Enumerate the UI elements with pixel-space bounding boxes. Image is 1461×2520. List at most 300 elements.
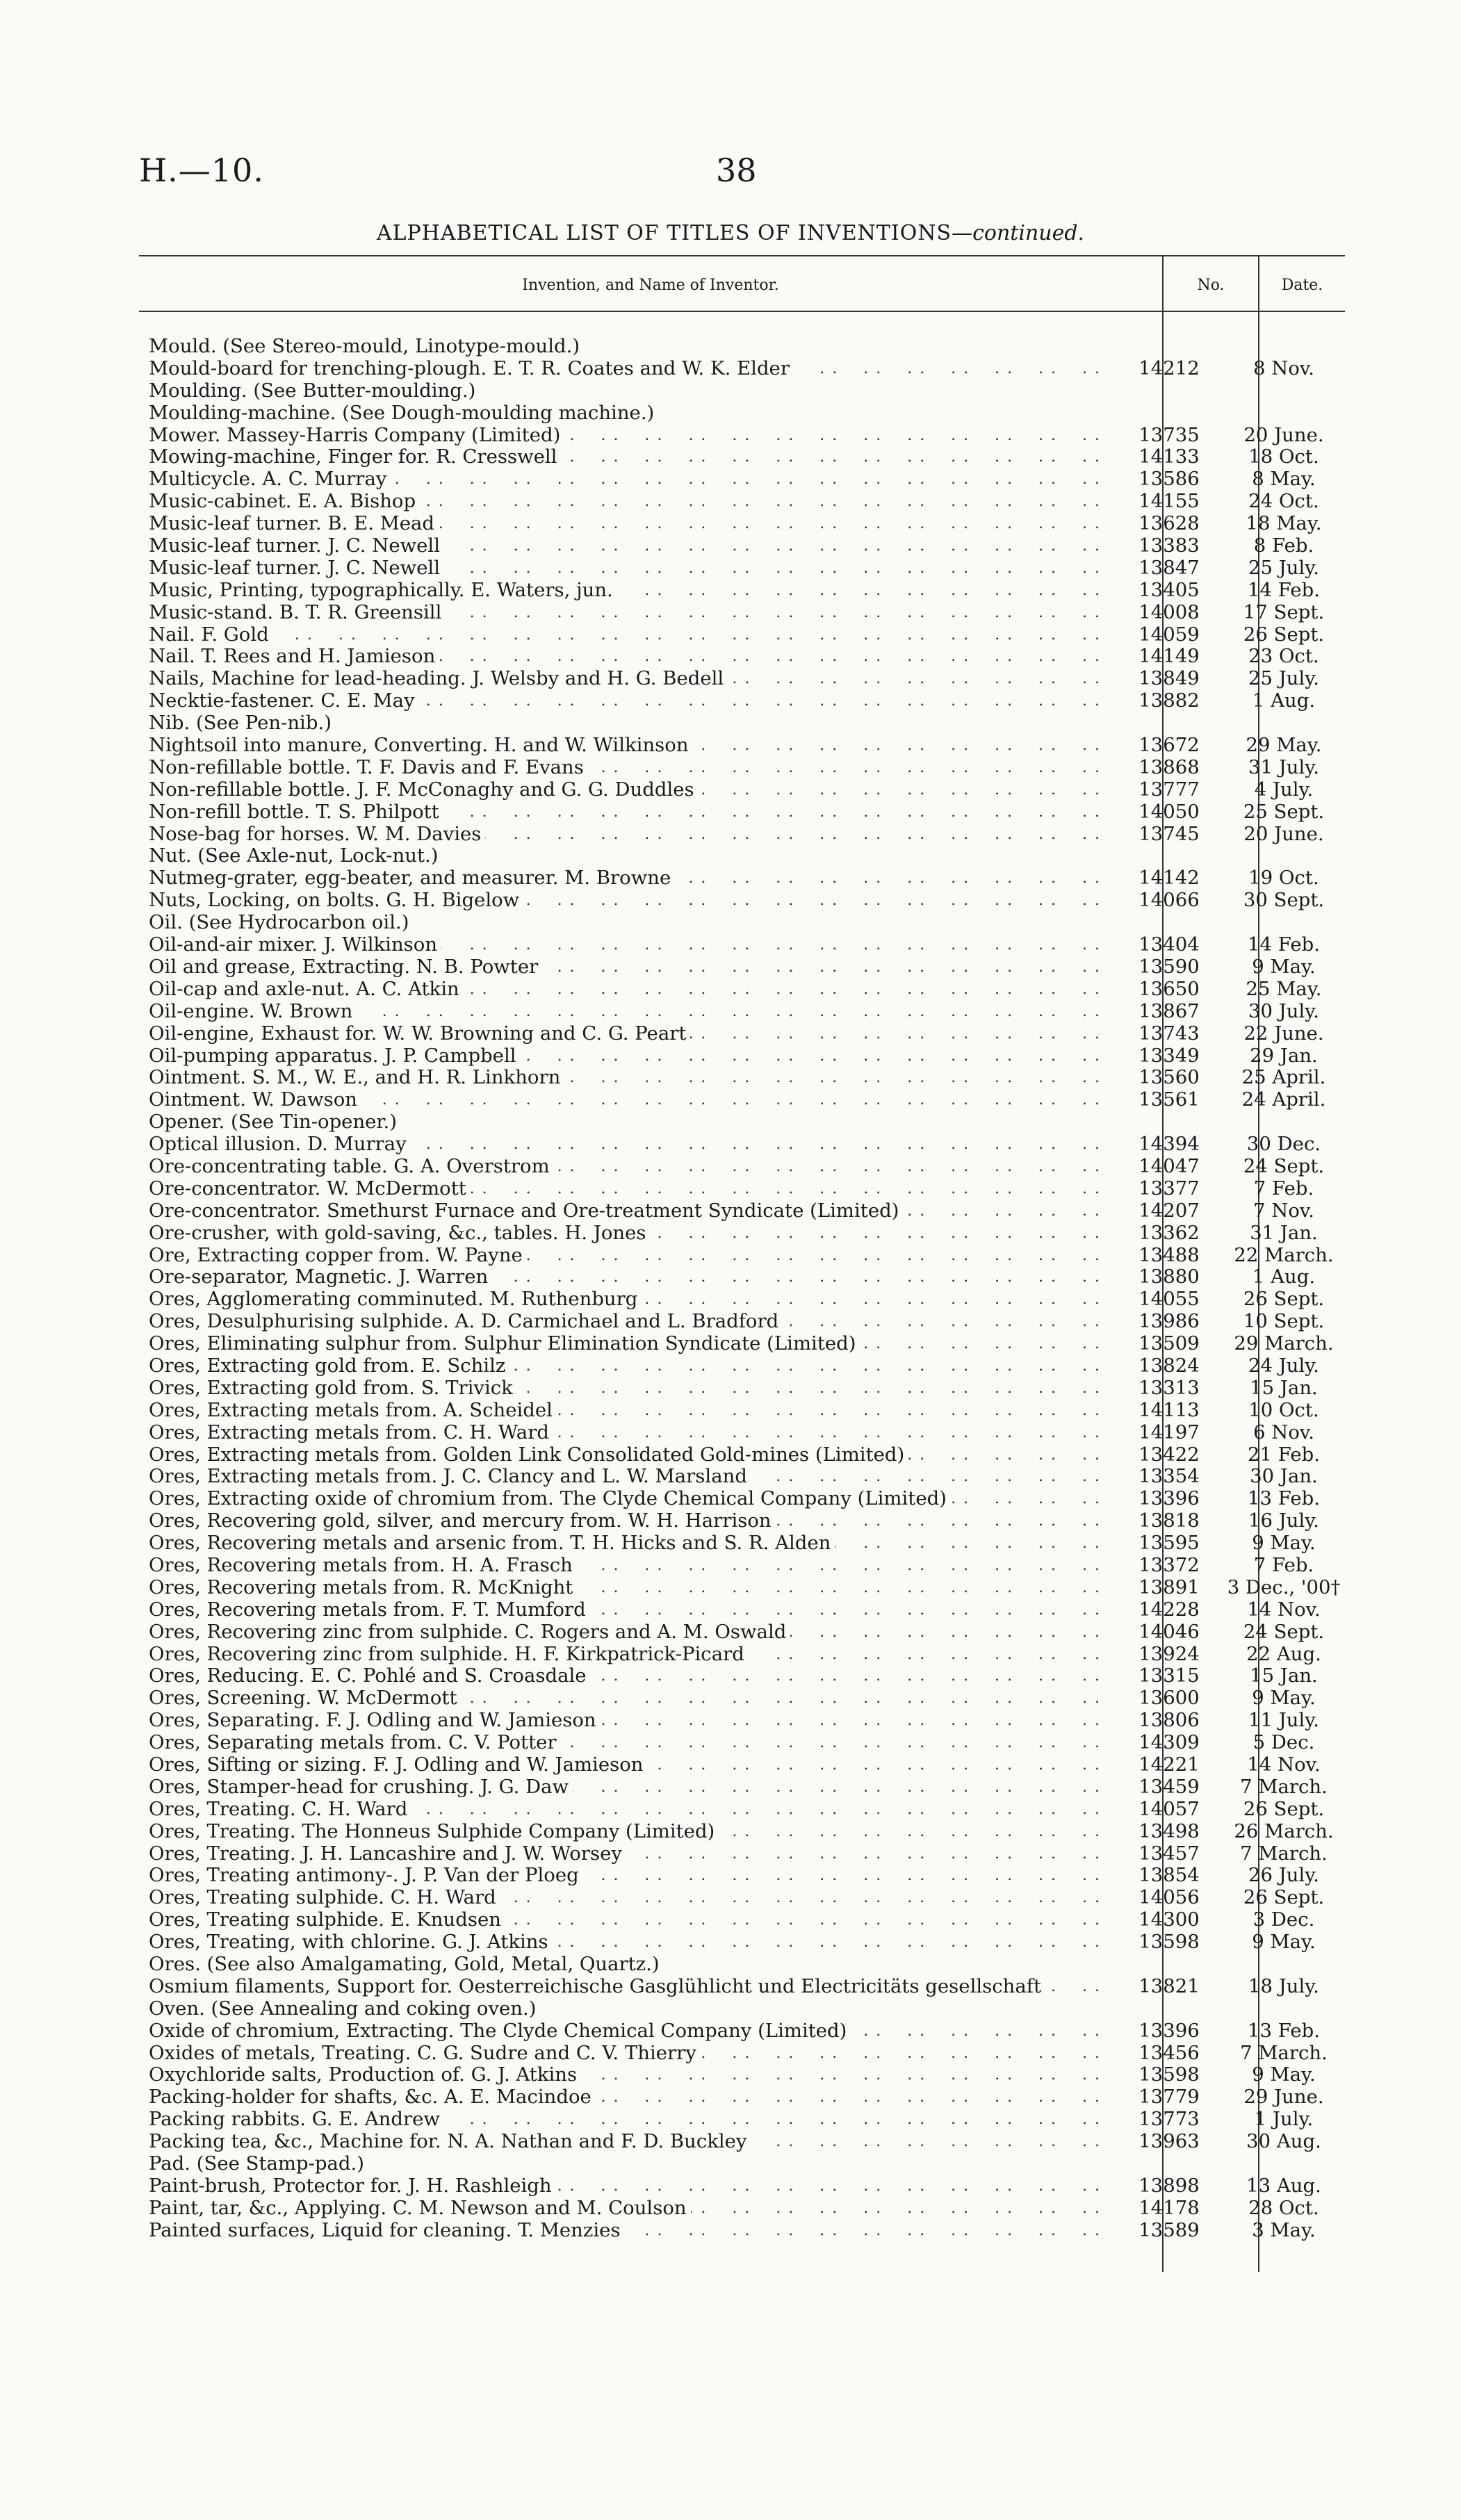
table-row bbox=[149, 1577, 1343, 1599]
invention-text: . . Nails, Machine for lead-heading. J. Welsby and H. G. Bedell bbox=[149, 668, 728, 690]
invention-text: . . Ores, Extracting metals from. Golden Link Consolidated Gold-mines (Limited) bbox=[149, 1444, 908, 1466]
patent-date: 15 Jan. bbox=[1250, 1664, 1318, 1687]
table-row bbox=[149, 1311, 1343, 1333]
table-row bbox=[149, 1843, 1343, 1865]
invention-text: . . Ores, Separating metals from. C. V. Potter bbox=[149, 1732, 561, 1754]
patent-date: 10 Oct. bbox=[1248, 1398, 1319, 1421]
table-row bbox=[149, 646, 1343, 668]
table-row bbox=[149, 1998, 1343, 2020]
patent-number: 13377 bbox=[1138, 1177, 1200, 1200]
table-row bbox=[149, 824, 1343, 846]
table-row bbox=[149, 1134, 1343, 1156]
patent-number: 14394 bbox=[1138, 1133, 1200, 1156]
table-row bbox=[149, 2109, 1343, 2131]
invention-text: . . Ores, Extracting metals from. A. Scheidel bbox=[149, 1400, 557, 1422]
patent-date: 30 July. bbox=[1248, 999, 1319, 1022]
list-title-main: ALPHABETICAL LIST OF TITLES OF INVENTIONS bbox=[376, 221, 952, 245]
invention-text: . . Ore-crusher, with gold-saving, &c., tables. H. Jones bbox=[149, 1222, 651, 1245]
table-row bbox=[149, 602, 1343, 624]
invention-text: . . Ores, Extracting gold from. S. Trivick bbox=[149, 1377, 517, 1400]
invention-text: . . Ores, Extracting metals from. J. C. Clancy and L. W. Marsland bbox=[149, 1466, 751, 1488]
patent-number: 14197 bbox=[1138, 1421, 1200, 1443]
patent-number: 13598 bbox=[1138, 1931, 1200, 1954]
patent-date: 10 Sept. bbox=[1243, 1310, 1325, 1333]
patent-number: 13459 bbox=[1138, 1775, 1200, 1798]
patent-number: 14178 bbox=[1138, 2196, 1200, 2219]
table-row bbox=[149, 1466, 1343, 1488]
invention-text: . . Nail. T. Rees and H. Jamieson bbox=[149, 646, 439, 668]
invention-text: . . Ore-concentrator. Smethurst Furnace and Ore-treatment Syndicate (Limited) bbox=[149, 1200, 903, 1222]
patent-number: 13735 bbox=[1138, 423, 1200, 446]
patent-date: 26 Sept. bbox=[1243, 623, 1325, 646]
patent-number: 13806 bbox=[1138, 1709, 1200, 1732]
patent-date: 24 Sept. bbox=[1243, 1620, 1325, 1643]
invention-text: . . Necktie-fastener. C. E. May bbox=[149, 690, 419, 712]
patent-number: 13868 bbox=[1138, 755, 1200, 778]
patent-date: 29 May. bbox=[1246, 734, 1322, 757]
invention-text: . . Nightsoil into manure, Converting. H. and W. Wilkinson bbox=[149, 735, 693, 757]
patent-number: 14113 bbox=[1138, 1398, 1200, 1421]
patent-date: 1 Aug. bbox=[1252, 1266, 1316, 1288]
patent-date: 19 Oct. bbox=[1248, 867, 1319, 890]
invention-text: . . Oxides of metals, Treating. C. G. Sudre and C. V. Thierry bbox=[149, 2043, 701, 2065]
patent-number: 13362 bbox=[1138, 1221, 1200, 1244]
patent-date: 7 Nov. bbox=[1253, 1199, 1314, 1222]
invention-text: . . Oil-engine, Exhaust for. W. W. Browning and C. G. Peart bbox=[149, 1023, 690, 1045]
invention-text: . . Mould-board for trenching-plough. E. T. R. Coates and W. K. Elder bbox=[149, 358, 794, 380]
table-row bbox=[149, 2020, 1343, 2043]
table-row bbox=[149, 801, 1343, 824]
table-row bbox=[149, 468, 1343, 491]
invention-text: . . Music-cabinet. E. A. Bishop bbox=[149, 491, 420, 513]
table-row bbox=[149, 712, 1343, 735]
patent-number: 13924 bbox=[1138, 1642, 1200, 1665]
page-reference: H.—10. bbox=[139, 152, 264, 189]
invention-text: Oil. (See Hydrocarbon oil.) bbox=[149, 912, 413, 934]
patent-date: 7 March. bbox=[1240, 1842, 1328, 1865]
patent-number: 14212 bbox=[1138, 357, 1200, 379]
patent-date: 29 March. bbox=[1234, 1332, 1334, 1355]
table-row bbox=[149, 690, 1343, 712]
patent-number: 13880 bbox=[1138, 1266, 1200, 1288]
patent-date: 14 Nov. bbox=[1247, 1753, 1321, 1776]
table-row bbox=[149, 2220, 1343, 2242]
patent-date: 14 Feb. bbox=[1248, 933, 1320, 956]
table-row bbox=[149, 1377, 1343, 1400]
patent-number: 14142 bbox=[1138, 867, 1200, 890]
patent-date: 3 Dec. bbox=[1252, 1908, 1315, 1931]
invention-text: . . Nail. F. Gold bbox=[149, 624, 273, 646]
invention-text: Moulding. (See Butter-moulding.) bbox=[149, 380, 480, 402]
patent-date: 30 Sept. bbox=[1243, 889, 1325, 912]
table-row bbox=[149, 1178, 1343, 1200]
invention-text: . . Optical illusion. D. Murray bbox=[149, 1134, 411, 1156]
patent-number: 13354 bbox=[1138, 1465, 1200, 1488]
table-row bbox=[149, 1931, 1343, 1954]
table-row bbox=[149, 380, 1343, 402]
header-bottom-rule bbox=[139, 311, 1345, 312]
invention-text: . . Ores, Treating sulphide. E. Knudsen bbox=[149, 1909, 505, 1931]
table-row bbox=[149, 1865, 1343, 1887]
invention-text: Ores. (See also Amalgamating, Gold, Metal, Quartz.) bbox=[149, 1954, 664, 1976]
table-row bbox=[149, 1222, 1343, 1245]
patent-date: 9 May. bbox=[1252, 2063, 1316, 2086]
table-row bbox=[149, 1488, 1343, 1510]
table-row bbox=[149, 1776, 1343, 1799]
patent-date: 9 May. bbox=[1252, 1687, 1316, 1710]
patent-number: 13396 bbox=[1138, 1487, 1200, 1510]
invention-text: . . Ores, Recovering zinc from sulphide. C. Rogers and A. M. Oswald bbox=[149, 1621, 790, 1644]
invention-text: . . Ores, Desulphurising sulphide. A. D. Carmichael and L. Bradford bbox=[149, 1311, 783, 1333]
column-header-invention: Invention, and Name of Inventor. bbox=[522, 277, 779, 294]
table-row bbox=[149, 1754, 1343, 1776]
patent-date: 5 Dec. bbox=[1252, 1731, 1315, 1754]
patent-number: 13422 bbox=[1138, 1443, 1200, 1466]
patent-date: 1 July. bbox=[1254, 2108, 1314, 2131]
patent-date: 7 Feb. bbox=[1253, 1177, 1314, 1200]
patent-number: 13457 bbox=[1138, 1842, 1200, 1865]
table-row bbox=[149, 1266, 1343, 1288]
table-row bbox=[149, 1023, 1343, 1045]
table-row bbox=[149, 1111, 1343, 1134]
invention-text: . . Oil and grease, Extracting. N. B. Powter bbox=[149, 956, 542, 979]
patent-number: 14309 bbox=[1138, 1731, 1200, 1754]
table-row bbox=[149, 1510, 1343, 1532]
patent-date: 29 Jan. bbox=[1250, 1044, 1318, 1067]
table-row bbox=[149, 1067, 1343, 1089]
patent-number: 13628 bbox=[1138, 512, 1200, 535]
invention-text: . . Oil-and-air mixer. J. Wilkinson bbox=[149, 934, 441, 956]
patent-date: 26 Sept. bbox=[1243, 1797, 1325, 1820]
invention-text: . . Ointment. S. M., W. E., and H. R. Linkhorn bbox=[149, 1067, 564, 1089]
table-row bbox=[149, 979, 1343, 1001]
table-row bbox=[149, 1732, 1343, 1754]
invention-text: . . Ores, Screening. W. McDermott bbox=[149, 1687, 462, 1710]
table-row bbox=[149, 1001, 1343, 1023]
table-row bbox=[149, 1400, 1343, 1422]
invention-text: Oven. (See Annealing and coking oven.) bbox=[149, 1998, 540, 2020]
invention-text: . . Ores, Recovering metals from. F. T. Mumford bbox=[149, 1599, 590, 1621]
table-row bbox=[149, 867, 1343, 890]
table-row bbox=[149, 1644, 1343, 1666]
patent-number: 13773 bbox=[1138, 2108, 1200, 2131]
table-row bbox=[149, 336, 1343, 358]
table-row bbox=[149, 1821, 1343, 1843]
patent-number: 13595 bbox=[1138, 1532, 1200, 1555]
table-row bbox=[149, 1156, 1343, 1178]
invention-text: . . Ores, Extracting gold from. E. Schilz bbox=[149, 1355, 509, 1377]
patent-number: 13743 bbox=[1138, 1022, 1200, 1045]
patent-number: 13349 bbox=[1138, 1044, 1200, 1067]
invention-text: . . Music-leaf turner. J. C. Newell bbox=[149, 557, 444, 580]
patent-date: 20 June. bbox=[1243, 423, 1324, 446]
patent-date: 25 July. bbox=[1248, 667, 1319, 690]
invention-text: . . Music-leaf turner. B. E. Mead bbox=[149, 513, 439, 535]
patent-number: 14057 bbox=[1138, 1797, 1200, 1820]
table-row bbox=[149, 580, 1343, 602]
patent-date: 30 Aug. bbox=[1246, 2130, 1321, 2153]
patent-date: 18 May. bbox=[1246, 512, 1322, 535]
patent-date: 29 June. bbox=[1243, 2086, 1324, 2109]
patent-date: 20 June. bbox=[1243, 822, 1324, 845]
patent-number: 13396 bbox=[1138, 2019, 1200, 2042]
invention-text: . . Ore, Extracting copper from. W. Payne bbox=[149, 1245, 527, 1267]
invention-text: Mould. (See Stereo-mould, Linotype-mould.) bbox=[149, 336, 584, 358]
invention-text: . . Ores, Treating, with chlorine. G. J. Atkins bbox=[149, 1931, 553, 1954]
patent-number: 14228 bbox=[1138, 1598, 1200, 1621]
invention-text: . . Osmium filaments, Support for. Oesterreichische Gasglühlicht und Electricitäts gesellschaft bbox=[149, 1976, 1045, 1998]
table-row bbox=[149, 1045, 1343, 1067]
patent-number: 13405 bbox=[1138, 578, 1200, 601]
list-title bbox=[0, 221, 1461, 245]
patent-date: 30 Jan. bbox=[1250, 1465, 1318, 1488]
page-number: 38 bbox=[716, 152, 757, 189]
patent-number: 13589 bbox=[1138, 2218, 1200, 2241]
table-row bbox=[149, 2043, 1343, 2065]
patent-number: 13586 bbox=[1138, 468, 1200, 491]
invention-text: . . Nuts, Locking, on bolts. G. H. Bigelow bbox=[149, 890, 523, 912]
invention-text: . . Packing rabbits. G. E. Andrew bbox=[149, 2109, 444, 2131]
patent-number: 13315 bbox=[1138, 1664, 1200, 1687]
patent-date: 17 Sept. bbox=[1243, 600, 1325, 623]
table-row bbox=[149, 1710, 1343, 1732]
patent-date: 7 March. bbox=[1240, 1775, 1328, 1798]
invention-text: . . Oil-cap and axle-nut. A. C. Atkin bbox=[149, 979, 464, 1001]
patent-number: 13383 bbox=[1138, 534, 1200, 557]
patent-date: 24 Oct. bbox=[1248, 490, 1319, 513]
patent-date: 3 Dec., '00† bbox=[1227, 1576, 1341, 1598]
patent-date: 26 March. bbox=[1234, 1819, 1334, 1842]
table-row bbox=[149, 1288, 1343, 1311]
invention-text: . . Packing tea, &c., Machine for. N. A. Nathan and F. D. Buckley bbox=[149, 2131, 751, 2153]
invention-text: . . Music, Printing, typographically. E. Waters, jun. bbox=[149, 580, 617, 602]
patent-number: 13488 bbox=[1138, 1243, 1200, 1266]
patent-date: 22 Aug. bbox=[1246, 1642, 1321, 1665]
table-row bbox=[149, 1621, 1343, 1644]
invention-text: . . Ointment. W. Dawson bbox=[149, 1089, 361, 1111]
patent-number: 14066 bbox=[1138, 889, 1200, 912]
table-row bbox=[149, 2153, 1343, 2175]
invention-text: . . Ores, Reducing. E. C. Pohlé and S. Croasdale bbox=[149, 1665, 591, 1687]
patent-date: 9 May. bbox=[1252, 1931, 1316, 1954]
invention-text: Pad. (See Stamp-pad.) bbox=[149, 2153, 368, 2175]
patent-number: 14055 bbox=[1138, 1288, 1200, 1311]
table-row bbox=[149, 491, 1343, 513]
invention-text: . . Ores, Agglomerating comminuted. M. Ruthenburg bbox=[149, 1288, 642, 1311]
patent-date: 4 July. bbox=[1254, 778, 1314, 801]
table-row bbox=[149, 358, 1343, 380]
invention-text: . . Music-stand. B. T. R. Greensill bbox=[149, 602, 446, 624]
table-row bbox=[149, 1909, 1343, 1931]
patent-date: 25 Sept. bbox=[1243, 800, 1325, 823]
patent-date: 23 Oct. bbox=[1248, 645, 1319, 668]
patent-number: 13777 bbox=[1138, 778, 1200, 801]
patent-number: 13561 bbox=[1138, 1088, 1200, 1111]
patent-date: 31 July. bbox=[1248, 755, 1319, 778]
patent-date: 21 Feb. bbox=[1248, 1443, 1320, 1466]
invention-text: . . Ore-concentrating table. G. A. Overstrom bbox=[149, 1156, 554, 1178]
invention-text: . . Non-refillable bottle. J. F. McConaghy and G. G. Duddles bbox=[149, 779, 699, 801]
patent-number: 13867 bbox=[1138, 999, 1200, 1022]
patent-number: 13898 bbox=[1138, 2174, 1200, 2197]
patent-number: 13986 bbox=[1138, 1310, 1200, 1333]
table-row bbox=[149, 1887, 1343, 1909]
patent-number: 14047 bbox=[1138, 1154, 1200, 1177]
patent-date: 14 Feb. bbox=[1248, 578, 1320, 601]
invention-text: . . Ores, Extracting metals from. C. H. Ward bbox=[149, 1422, 553, 1444]
patent-number: 14149 bbox=[1138, 645, 1200, 668]
invention-text: . . Ores, Recovering zinc from sulphide. H. F. Kirkpatrick-Picard bbox=[149, 1644, 749, 1666]
table-row bbox=[149, 1444, 1343, 1466]
invention-text: Moulding-machine. (See Dough-moulding machine.) bbox=[149, 402, 658, 425]
invention-text: . . Ores, Treating. The Honneus Sulphide Company (Limited) bbox=[149, 1821, 719, 1843]
table-row bbox=[149, 956, 1343, 979]
patent-number: 13818 bbox=[1138, 1509, 1200, 1532]
table-row bbox=[149, 1200, 1343, 1222]
patent-date: 11 July. bbox=[1248, 1709, 1319, 1732]
patent-number: 14056 bbox=[1138, 1886, 1200, 1909]
table-row bbox=[149, 1799, 1343, 1821]
table-row bbox=[149, 1954, 1343, 1976]
patent-date: 9 May. bbox=[1252, 955, 1316, 978]
patent-date: 22 March. bbox=[1234, 1243, 1334, 1266]
patent-number: 14046 bbox=[1138, 1620, 1200, 1643]
invention-text: . . Ores, Recovering metals from. H. A. Frasch bbox=[149, 1555, 577, 1577]
patent-number: 14133 bbox=[1138, 445, 1200, 468]
column-header-number: No. bbox=[1197, 277, 1225, 294]
patent-number: 13498 bbox=[1138, 1819, 1200, 1842]
table-row bbox=[149, 2131, 1343, 2153]
patent-number: 14300 bbox=[1138, 1908, 1200, 1931]
table-row bbox=[149, 934, 1343, 956]
patent-date: 13 Feb. bbox=[1248, 1487, 1320, 1510]
column-header-date: Date. bbox=[1281, 277, 1323, 294]
invention-text: . . Nutmeg-grater, egg-beater, and measurer. M. Browne bbox=[149, 867, 675, 890]
table-row bbox=[149, 845, 1343, 867]
patent-date: 25 May. bbox=[1246, 977, 1322, 1000]
patent-date: 7 Feb. bbox=[1253, 1553, 1314, 1576]
patent-date: 1 Aug. bbox=[1252, 689, 1316, 712]
patent-date: 6 Nov. bbox=[1253, 1421, 1314, 1443]
patent-number: 13824 bbox=[1138, 1354, 1200, 1377]
invention-text: . . Oxide of chromium, Extracting. The Clyde Chemical Company (Limited) bbox=[149, 2020, 851, 2043]
table-row bbox=[149, 2175, 1343, 2198]
patent-number: 13598 bbox=[1138, 2063, 1200, 2086]
table-row bbox=[149, 513, 1343, 535]
patent-date: 30 Dec. bbox=[1246, 1133, 1321, 1156]
patent-date: 24 April. bbox=[1241, 1088, 1326, 1111]
table-row bbox=[149, 668, 1343, 690]
table-row bbox=[149, 446, 1343, 468]
table-row bbox=[149, 1687, 1343, 1710]
list-title-suffix: —continued. bbox=[952, 221, 1085, 245]
patent-date: 18 July. bbox=[1248, 1974, 1319, 1997]
table-row bbox=[149, 1555, 1343, 1577]
invention-text: . . Paint-brush, Protector for. J. H. Rashleigh bbox=[149, 2175, 556, 2198]
patent-number: 13963 bbox=[1138, 2130, 1200, 2153]
invention-text: . . Non-refill bottle. T. S. Philpott bbox=[149, 801, 443, 824]
patent-date: 9 May. bbox=[1252, 1532, 1316, 1555]
patent-number: 13854 bbox=[1138, 1864, 1200, 1887]
patent-date: 26 July. bbox=[1248, 1864, 1319, 1887]
patent-number: 14221 bbox=[1138, 1753, 1200, 1776]
patent-number: 13891 bbox=[1138, 1576, 1200, 1598]
patent-number: 14207 bbox=[1138, 1199, 1200, 1222]
patent-date: 14 Nov. bbox=[1247, 1598, 1321, 1621]
invention-text: . . Music-leaf turner. J. C. Newell bbox=[149, 535, 444, 557]
invention-text: . . Nose-bag for horses. W. M. Davies bbox=[149, 824, 485, 846]
patent-date: 25 April. bbox=[1241, 1066, 1326, 1089]
table-row bbox=[149, 402, 1343, 425]
patent-number: 13672 bbox=[1138, 734, 1200, 757]
table-row bbox=[149, 535, 1343, 557]
table-row bbox=[149, 624, 1343, 646]
patent-number: 14059 bbox=[1138, 623, 1200, 646]
invention-text: . . Ores, Separating. F. J. Odling and W. Jamieson bbox=[149, 1710, 601, 1732]
patent-date: 13 Feb. bbox=[1248, 2019, 1320, 2042]
table-row bbox=[149, 1976, 1343, 1998]
patent-number: 14155 bbox=[1138, 490, 1200, 513]
patent-date: 22 June. bbox=[1243, 1022, 1324, 1045]
patent-number: 13509 bbox=[1138, 1332, 1200, 1355]
invention-text: . . Ores, Treating sulphide. C. H. Ward bbox=[149, 1887, 500, 1909]
invention-text: . . Ores, Eliminating sulphur from. Sulphur Elimination Syndicate (Limited) bbox=[149, 1333, 860, 1355]
invention-text: . . Paint, tar, &c., Applying. C. M. Newson and M. Coulson bbox=[149, 2198, 691, 2220]
patent-date: 26 Sept. bbox=[1243, 1288, 1325, 1311]
patent-date: 25 July. bbox=[1248, 556, 1319, 579]
invention-text: . . Ores, Stamper-head for crushing. J. G. Daw bbox=[149, 1776, 573, 1799]
patent-date: 15 Jan. bbox=[1250, 1376, 1318, 1399]
patent-date: 13 Aug. bbox=[1246, 2174, 1321, 2197]
invention-text: Nut. (See Axle-nut, Lock-nut.) bbox=[149, 845, 443, 867]
patent-date: 16 July. bbox=[1248, 1509, 1319, 1532]
invention-text: . . Ore-separator, Magnetic. J. Warren bbox=[149, 1266, 492, 1288]
inventions-list bbox=[149, 336, 1343, 2242]
invention-text: . . Mowing-machine, Finger for. R. Cresswell bbox=[149, 446, 561, 468]
table-row bbox=[149, 735, 1343, 757]
patent-number: 13456 bbox=[1138, 2041, 1200, 2064]
table-row bbox=[149, 1333, 1343, 1355]
table-row bbox=[149, 1089, 1343, 1111]
patent-number: 13882 bbox=[1138, 689, 1200, 712]
patent-number: 14050 bbox=[1138, 800, 1200, 823]
table-row bbox=[149, 2086, 1343, 2109]
patent-number: 13313 bbox=[1138, 1376, 1200, 1399]
invention-text: . . Ores, Recovering gold, silver, and mercury from. W. H. Harrison bbox=[149, 1510, 776, 1532]
invention-text: . . Oil-engine. W. Brown bbox=[149, 1001, 357, 1023]
patent-date: 24 July. bbox=[1248, 1354, 1319, 1377]
patent-date: 28 Oct. bbox=[1248, 2196, 1319, 2219]
header-top-rule bbox=[139, 255, 1345, 256]
table-row bbox=[149, 1245, 1343, 1267]
invention-text: . . Ores, Sifting or sizing. F. J. Odling and W. Jamieson bbox=[149, 1754, 648, 1776]
table-row bbox=[149, 1599, 1343, 1621]
table-row bbox=[149, 557, 1343, 580]
patent-number: 13600 bbox=[1138, 1687, 1200, 1710]
patent-number: 13849 bbox=[1138, 667, 1200, 690]
patent-number: 13560 bbox=[1138, 1066, 1200, 1089]
table-row bbox=[149, 757, 1343, 779]
invention-text: . . Ores, Treating antimony-. J. P. Van der Ploeg bbox=[149, 1865, 583, 1887]
patent-date: 8 Nov. bbox=[1253, 357, 1314, 379]
patent-date: 24 Sept. bbox=[1243, 1154, 1325, 1177]
invention-text: . . Ore-concentrator. W. McDermott bbox=[149, 1178, 471, 1200]
table-row bbox=[149, 779, 1343, 801]
patent-number: 13372 bbox=[1138, 1553, 1200, 1576]
table-row bbox=[149, 425, 1343, 447]
invention-text: . . Mower. Massey-Harris Company (Limited) bbox=[149, 425, 564, 447]
patent-date: 8 Feb. bbox=[1253, 534, 1314, 557]
